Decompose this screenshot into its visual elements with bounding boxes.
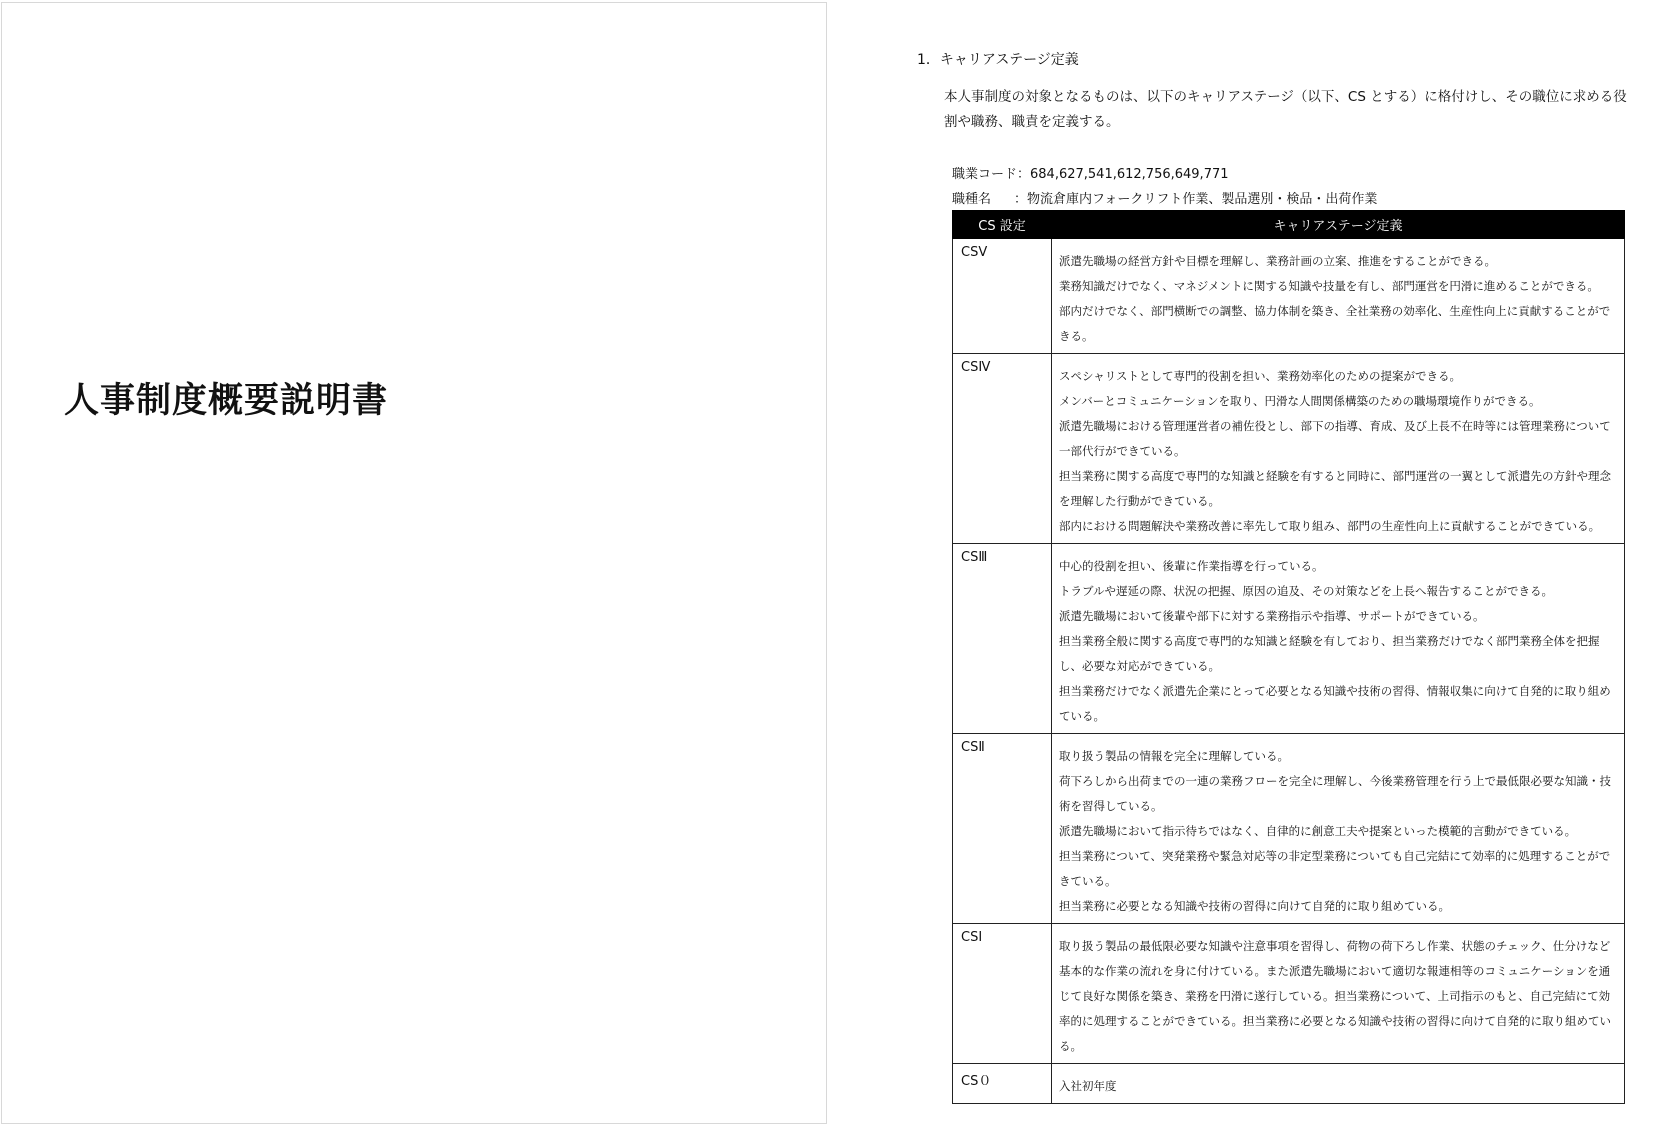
cs-stage-cell bbox=[953, 924, 1052, 1064]
definition-line: メンバーとコミュニケーションを取り、円滑な人間関係構築のための職場環境作りができる。 bbox=[1059, 394, 1541, 408]
table-row bbox=[953, 1064, 1625, 1104]
career-stage-table bbox=[952, 210, 1625, 1104]
definition-line: 担当業務に関する高度で専門的な知識と経験を有すると同時に、部門運営の一翼として派遣先の方針や理念を理解した行動ができている。 bbox=[1059, 469, 1611, 508]
cs-stage-label: CS０ bbox=[961, 1074, 992, 1089]
document-title: 人事制度概要説明書 bbox=[64, 381, 389, 421]
cs-stage-label: CSⅤ bbox=[961, 245, 988, 260]
definition-line: 入社初年度 bbox=[1059, 1079, 1117, 1093]
job-name-value: ：物流倉庫内フォークリフト作業、製品選別・検品・出荷作業 bbox=[1014, 192, 1378, 207]
cs-definition-cell bbox=[1052, 239, 1625, 354]
cs-stage-cell bbox=[953, 239, 1052, 354]
job-code-line bbox=[952, 163, 1229, 182]
definition-line: 部内における問題解決や業務改善に率先して取り組み、部門の生産性向上に貢献することができている。 bbox=[1059, 519, 1601, 533]
header-cs-setting: CS 設定 bbox=[953, 211, 1052, 239]
table-row bbox=[953, 544, 1625, 734]
job-name-line bbox=[952, 188, 1377, 207]
cs-definition-cell bbox=[1052, 734, 1625, 924]
definition-page bbox=[841, 2, 1667, 1124]
cs-stage-label: CSⅡ bbox=[961, 740, 985, 755]
cs-stage-cell bbox=[953, 544, 1052, 734]
definition-line: 担当業務に必要となる知識や技術の習得に向けて自発的に取り組めている。 bbox=[1059, 899, 1450, 913]
definition-line: 荷下ろしから出荷までの一連の業務フローを完全に理解し、今後業務管理を行う上で最低限必要な知識・技術を習得している。 bbox=[1059, 774, 1611, 813]
table-header-row bbox=[953, 211, 1625, 239]
definition-line: 担当業務だけでなく派遣先企業にとって必要となる知識や技術の習得、情報収集に向けて自発的に取り組めている。 bbox=[1059, 684, 1611, 723]
definition-line: スペシャリストとして専門的役割を担い、業務効率化のための提案ができる。 bbox=[1059, 369, 1462, 383]
definition-line: 部内だけでなく、部門横断での調整、協力体制を築き、全社業務の効率化、生産性向上に貢献することができる。 bbox=[1059, 304, 1611, 343]
cs-stage-label: CSⅢ bbox=[961, 550, 988, 565]
header-career-stage-definition: キャリアステージ定義 bbox=[1052, 211, 1625, 239]
cs-stage-label: CSⅠ bbox=[961, 930, 983, 945]
cs-definition-cell bbox=[1052, 1064, 1625, 1104]
job-name-label: 職種名 bbox=[952, 192, 992, 207]
definition-line: 業務知識だけでなく、マネジメントに関する知識や技量を有し、部門運営を円滑に進めることができる。 bbox=[1059, 279, 1599, 293]
definition-line: 担当業務について、突発業務や緊急対応等の非定型業務についても自己完結にて効率的に処理することができている。 bbox=[1059, 849, 1611, 888]
job-code-value: ：684,627,541,612,756,649,771 bbox=[1017, 167, 1229, 182]
definition-line: 担当業務全般に関する高度で専門的な知識と経験を有しており、担当業務だけでなく部門業務全体を把握し、必要な対応ができている。 bbox=[1059, 634, 1600, 673]
cs-stage-label: CSⅣ bbox=[961, 360, 991, 375]
table-row bbox=[953, 734, 1625, 924]
cs-stage-cell bbox=[953, 354, 1052, 544]
definition-line: 派遣先職場において後輩や部下に対する業務指示や指導、サポートができている。 bbox=[1059, 609, 1485, 623]
cs-stage-cell bbox=[953, 1064, 1052, 1104]
job-code-label: 職業コード bbox=[952, 167, 1018, 182]
definition-line: 派遣先職場の経営方針や目標を理解し、業務計画の立案、推進をすることができる。 bbox=[1059, 254, 1496, 268]
definition-line: 取り扱う製品の情報を完全に理解している。 bbox=[1059, 749, 1289, 763]
definition-line: 派遣先職場における管理運営者の補佐役とし、部下の指導、育成、及び上長不在時等には管理業務について一部代行ができている。 bbox=[1059, 419, 1611, 458]
table-body bbox=[953, 239, 1625, 1104]
cs-definition-cell bbox=[1052, 544, 1625, 734]
cs-definition-cell bbox=[1052, 354, 1625, 544]
cover-page bbox=[1, 2, 827, 1124]
table-row bbox=[953, 924, 1625, 1064]
definition-line: 派遣先職場において指示待ちではなく、自律的に創意工夫や提案といった模範的言動ができている。 bbox=[1059, 824, 1577, 838]
definition-line: 中心的役割を担い、後輩に作業指導を行っている。 bbox=[1059, 559, 1324, 573]
definition-line: 取り扱う製品の最低限必要な知識や注意事項を習得し、荷物の荷下ろし作業、状態のチェック、仕分けなど基本的な作業の流れを身に付けている。また派遣先職場において適切な報連相等のコミュニケーションを通じて良好な関係を築き、業務を円滑に遂行している。担当業務について、上司指示のもと、自己完結にて効率的に処理することができている。担当業務に必要となる知識や技術の習得に向けて自発的に取り組めている。 bbox=[1059, 939, 1611, 1053]
table-row bbox=[953, 239, 1625, 354]
cs-stage-cell bbox=[953, 734, 1052, 924]
definition-line: トラブルや遅延の際、状況の把握、原因の追及、その対策などを上長へ報告することができる。 bbox=[1059, 584, 1554, 598]
intro-paragraph: 本人事制度の対象となるものは、以下のキャリアステージ（以下、CS とする）に格付けし、その職位に求める役割や職務、職責を定義する。 bbox=[944, 89, 1627, 130]
section-heading: 1．キャリアステージ定義 bbox=[917, 52, 1079, 68]
cs-definition-cell bbox=[1052, 924, 1625, 1064]
table-row bbox=[953, 354, 1625, 544]
